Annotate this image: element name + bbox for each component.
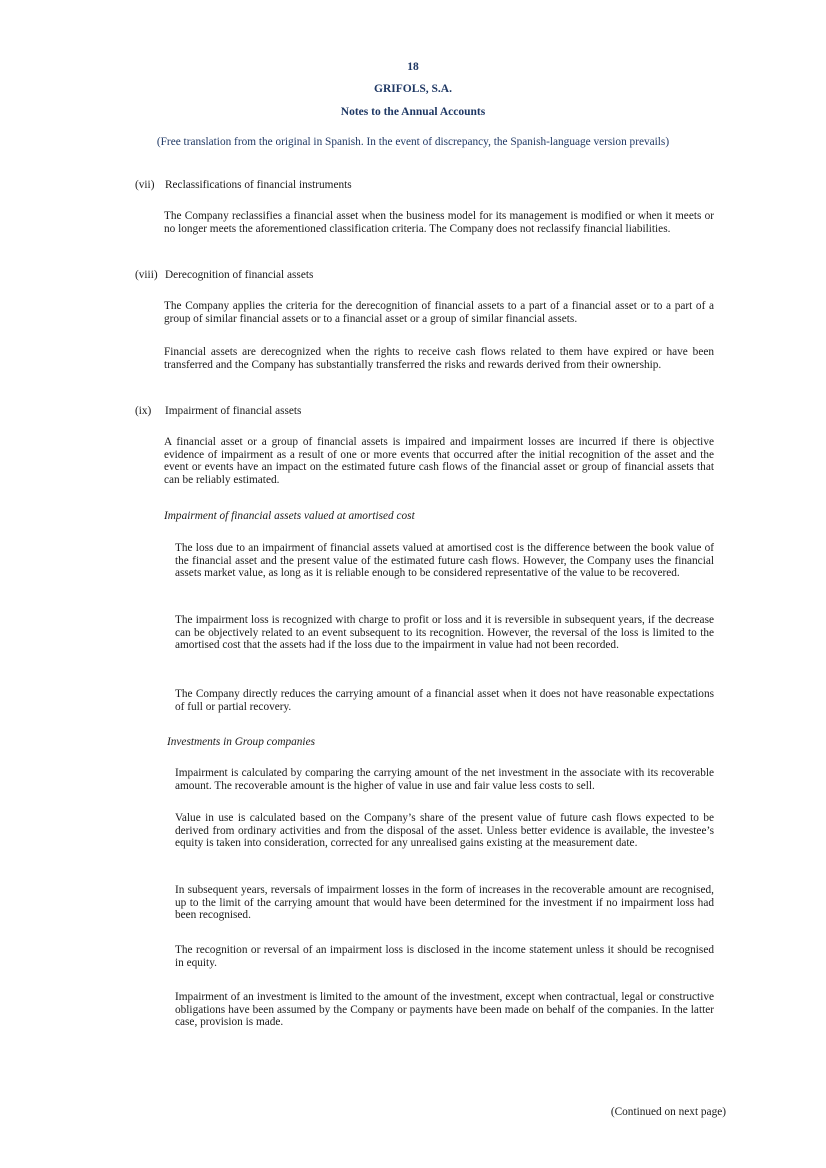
paragraph: The loss due to an impairment of financial assets valued at amortised cost is the difference between the book value of the financial asset and the present value of the estimated future cash flows. However, the Company uses the financial assets market value, as long as it is reliable enough to be considered representative of the value to be recovered. <box>175 542 714 580</box>
section-heading-ix <box>135 405 301 417</box>
section-heading-vii <box>135 179 352 191</box>
paragraph: A financial asset or a group of financial assets is impaired and impairment losses are incurred if there is objective evidence of impairment as a result of one or more events that occurred after the initial recognition of the asset and the event or events have an impact on the estimated future cash flows of the financial asset or group of financial assets that can be reliably estimated. <box>164 436 714 486</box>
paragraph: Value in use is calculated based on the Company’s share of the present value of future cash flows expected to be derived from ordinary activities and from the disposal of the asset. Unless better evidence is available, the investee’s equity is taken into consideration, corrected for any unrealised gains existing at the measurement date. <box>175 812 714 850</box>
section-number: (ix) <box>135 405 152 417</box>
page-number: 18 <box>407 61 419 73</box>
section-title: Derecognition of financial assets <box>165 269 314 281</box>
section-number: (vii) <box>135 179 155 191</box>
paragraph: Impairment of an investment is limited to the amount of the investment, except when contractual, legal or constructive obligations have been assumed by the Company or payments have been made on behalf of the companies. In the latter case, provision is made. <box>175 991 714 1029</box>
section-heading-viii <box>135 269 313 281</box>
paragraph: Impairment is calculated by comparing the carrying amount of the net investment in the associate with its recoverable amount. The recoverable amount is the higher of value in use and fair value less costs to sell. <box>175 767 714 792</box>
subsection-title: Impairment of financial assets valued at amortised cost <box>164 510 415 522</box>
company-name: GRIFOLS, S.A. <box>374 83 452 95</box>
section-number: (viii) <box>135 269 158 281</box>
paragraph: The recognition or reversal of an impairment loss is disclosed in the income statement unless it should be recognised in equity. <box>175 944 714 969</box>
document-title: Notes to the Annual Accounts <box>340 106 486 118</box>
paragraph: In subsequent years, reversals of impairment losses in the form of increases in the recoverable amount are recognised, up to the limit of the carrying amount that would have been determined for the investment if no impairment loss had been recognised. <box>175 884 714 922</box>
section-title: Impairment of financial assets <box>165 405 302 417</box>
translation-note: (Free translation from the original in Spanish. In the event of discrepancy, the Spanish-language version prevails) <box>156 136 670 148</box>
subsection-title: Investments in Group companies <box>167 736 315 748</box>
paragraph: The Company applies the criteria for the derecognition of financial assets to a part of a financial asset or to a part of a group of similar financial assets or to a financial asset or a group of similar financial assets. <box>164 300 714 325</box>
paragraph: The Company directly reduces the carrying amount of a financial asset when it does not have reasonable expectations of full or partial recovery. <box>175 688 714 713</box>
section-title: Reclassifications of financial instruments <box>165 179 352 191</box>
continued-note: (Continued on next page) <box>610 1106 726 1118</box>
paragraph: The impairment loss is recognized with charge to profit or loss and it is reversible in subsequent years, if the decrease can be objectively related to an event subsequent to its recognition. However, the reversal of the loss is limited to the amortised cost that the assets had if the loss due to the impairment in value had not been recorded. <box>175 614 714 652</box>
paragraph: The Company reclassifies a financial asset when the business model for its management is modified or when it meets or no longer meets the aforementioned classification criteria. The Company does not reclassify financial liabilities. <box>164 210 714 235</box>
paragraph: Financial assets are derecognized when the rights to receive cash flows related to them have expired or have been transferred and the Company has substantially transferred the risks and rewards derived from their ownership. <box>164 346 714 371</box>
